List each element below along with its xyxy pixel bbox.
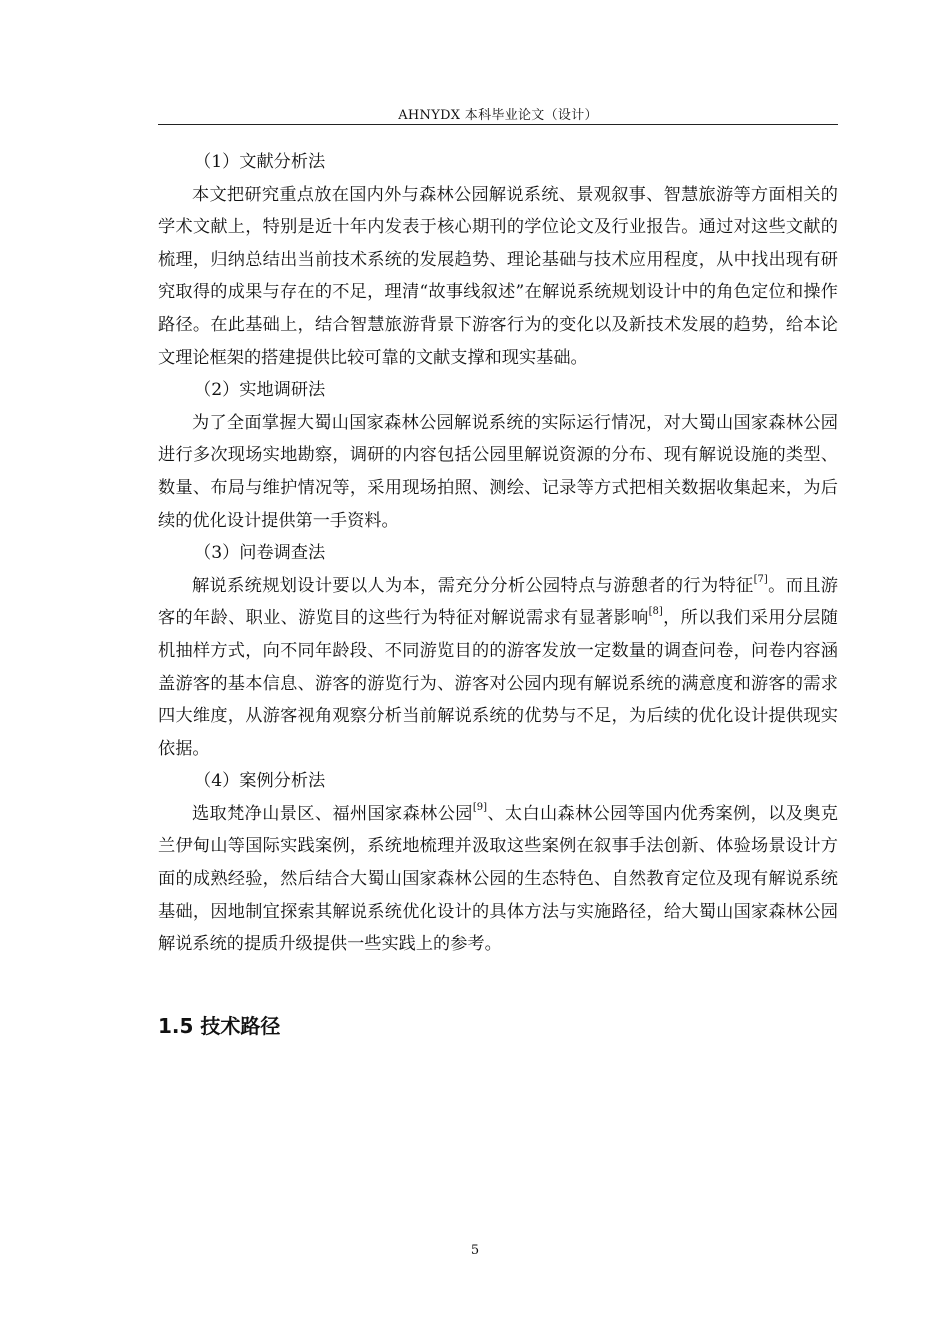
paragraph-text: 选取梵净山景区、福州国家森林公园: [192, 803, 473, 824]
header-rule: [158, 124, 838, 125]
body-text: [158, 146, 838, 961]
paragraph-text: 、太白山森林公园等国内优秀案例，以及奥克兰伊甸山等国际实践案例，系统地梳理并汲取这些案例在叙事手法创新、体验场景设计方面的成熟经验，然后结合大蜀山国家森林公园的生态特色、自然教育定位及现有解说系统基础，因地制宜探索其解说系统优化设计的具体方法与实施路径，给大蜀山国家森林公园解说系统的提质升级提供一些实践上的参考。: [158, 803, 838, 955]
running-header: AHNYDX 本科毕业论文（设计）: [398, 108, 598, 123]
page-number: 5: [470, 1243, 480, 1258]
citation-ref: [9]: [472, 801, 487, 813]
citation-ref: [7]: [753, 573, 768, 585]
method-paragraph-questionnaire: [158, 570, 838, 766]
paragraph-text: 解说系统规划设计要以人为本，需充分分析公园特点与游憩者的行为特征: [192, 575, 754, 596]
section-heading: 1.5 技术路径: [158, 1014, 281, 1038]
method-paragraph-literature: 本文把研究重点放在国内外与森林公园解说系统、景观叙事、智慧旅游等方面相关的学术文献上，特别是近十年内发表于核心期刊的学位论文及行业报告。通过对这些文献的梳理，归纳总结出当前技术系统的发展趋势、理论基础与技术应用程度，从中找出现有研究取得的成果与存在的不足，理清“故事线叙述”在解说系统规划设计中的角色定位和操作路径。在此基础上，结合智慧旅游背景下游客行为的变化以及新技术发展的趋势，给本论文理论框架的搭建提供比较可靠的文献支撑和现实基础。: [158, 184, 838, 368]
method-heading-questionnaire: （3）问卷调查法: [194, 543, 326, 564]
method-heading-literature: （1）文献分析法: [194, 152, 326, 172]
method-paragraph-fieldwork: 为了全面掌握大蜀山国家森林公园解说系统的实际运行情况，对大蜀山国家森林公园进行多次现场实地勘察，调研的内容包括公园里解说资源的分布、现有解说设施的类型、数量、布局与维护情况等，采用现场拍照、测绘、记录等方式把相关数据收集起来，为后续的优化设计提供第一手资料。: [158, 412, 838, 531]
method-heading-fieldwork: （2）实地调研法: [194, 380, 326, 401]
paragraph-text: 。而且游客的年龄、职业、游览目的这些行为特征对解说需求有显著影响: [158, 575, 838, 629]
citation-ref: [8]: [648, 606, 663, 618]
method-paragraph-case-study: [158, 798, 838, 961]
paragraph-text: ，所以我们采用分层随机抽样方式，向不同年龄段、不同游览目的的游客发放一定数量的调查问卷，问卷内容涵盖游客的基本信息、游客的游览行为、游客对公园内现有解说系统的满意度和游客的需求四大维度，从游客视角观察分析当前解说系统的优势与不足，为后续的优化设计提供现实依据。: [158, 608, 838, 759]
method-heading-case-study: （4）案例分析法: [194, 771, 326, 792]
